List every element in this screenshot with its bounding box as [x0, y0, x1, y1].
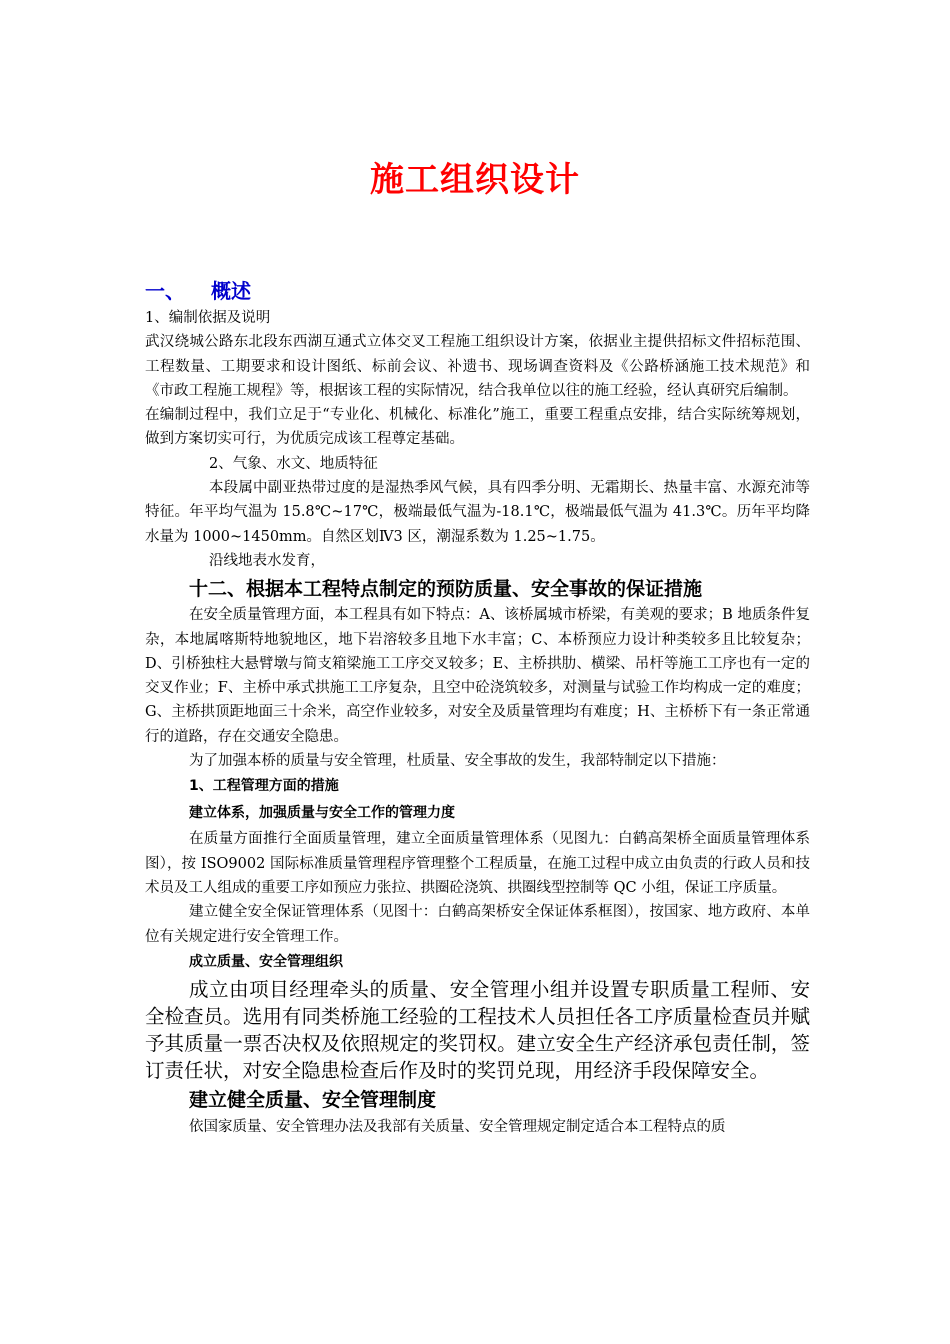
measure-1-heading: 1、工程管理方面的措施: [189, 778, 339, 795]
paragraph-basis: 武汉绕城公路东北段东西湖互通式立体交叉工程施工组织设计方案，依据业主提供招标文件招标范围、工程数量、工期要求和设计图纸、标前会议、补遗书、现场调查资料及《公路桥涵施工技术规范》和《市政工程施工规程》等，根据该工程的实际情况，结合我单位以往的施工经验，经认真研究后编制。: [145, 334, 810, 399]
subsection-2-heading: 2、气象、水文、地质特征: [209, 455, 378, 472]
paragraph-surface-water: 沿线地表水发育，: [209, 552, 325, 569]
paragraph-quality-system: 在质量方面推行全面质量管理，建立全面质量管理体系（见图九：白鹤高架桥全面质量管理体系图），按 ISO9002 国际标准质量管理程序管理整个工程质量，在施工过程中成立由负责的行政人员和技术员及工人组成的重要工序如预应力张拉、拱圈砼浇筑、拱圈线型控制等 QC 小组，保证工序质量。: [145, 831, 810, 896]
paragraph-measures-intro: 为了加强本桥的质量与安全管理，杜质量、安全事故的发生，我部特制定以下措施：: [189, 753, 726, 770]
paragraph-regulations: 依国家质量、安全管理办法及我部有关质量、安全管理规定制定适合本工程特点的质: [189, 1118, 726, 1135]
system-heading: 建立健全质量、安全管理制度: [189, 1088, 437, 1111]
section-1-title: 概述: [211, 279, 251, 303]
paragraph-climate: 本段属中副亚热带过度的是湿热季风气候，具有四季分明、无霜期长、热量丰富、水源充沛等特征。年平均气温为 15.8℃~17℃，极端最低气温为-18.1℃，极端最低气温为 41.3℃。历年平均降水量为 1000~1450mm。自然区划Ⅳ3 区，潮湿系数为 1.25~1.75。: [145, 480, 810, 545]
document-title: 施工组织设计: [370, 160, 580, 200]
subsection-1-heading: 1、编制依据及说明: [145, 310, 271, 326]
paragraph-principle: 在编制过程中，我们立足于“专业化、机械化、标准化”施工，重要工程重点安排，结合实际统筹规划，做到方案切实可行，为优质完成该工程尊定基础。: [145, 407, 810, 448]
measure-1-subheading: 建立体系，加强质量与安全工作的管理力度: [189, 805, 455, 822]
section-1-heading: [145, 276, 810, 306]
organization-heading: 成立质量、安全管理组织: [189, 953, 343, 970]
paragraph-safety-system: 建立健全安全保证管理体系（见图十：白鹤高架桥安全保证体系框图），按国家、地方政府、本单位有关规定进行安全管理工作。: [145, 904, 810, 945]
document-body: [145, 276, 810, 1139]
section-12-heading: 十二、根据本工程特点制定的预防质量、安全事故的保证措施: [189, 578, 703, 601]
paragraph-organization: 成立由项目经理牵头的质量、安全管理小组并设置专职质量工程师、安全检查员。选用有同类桥施工经验的工程技术人员担任各工序质量检查员并赋予其质量一票否决权及依照规定的奖罚权。建立安全生产经济承包责任制，签订责任状，对安全隐患检查后作及时的奖罚兑现，用经济手段保障安全。: [145, 977, 810, 1083]
paragraph-features: 在安全质量管理方面，本工程具有如下特点：A、该桥属城市桥梁，有美观的要求；B 地质条件复杂，本地属喀斯特地貌地区，地下岩溶较多且地下水丰富；C、本桥预应力设计种类较多且比较复杂；D、引桥独柱大悬臂墩与简支箱梁施工工序交叉较多；E、主桥拱肋、横梁、吊杆等施工工序也有一定的交叉作业；F、主桥中承式拱施工工序复杂，且空中砼浇筑较多，对测量与试验工作均构成一定的难度；G、主桥拱顶距地面三十余米，高空作业较多，对安全及质量管理均有难度；H、主桥桥下有一条正常通行的道路，存在交通安全隐患。: [145, 607, 810, 745]
section-1-number: 一、: [145, 279, 185, 303]
